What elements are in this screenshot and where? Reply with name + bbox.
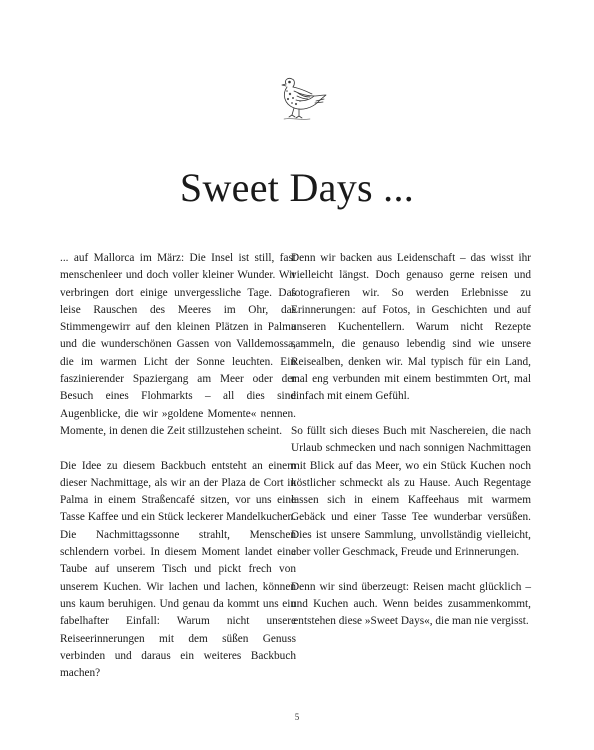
- dove-icon: [268, 74, 328, 124]
- left-column: [60, 250, 296, 682]
- paragraph: Denn wir sind überzeugt: Reisen macht glücklich – und Kuchen auch. Wenn beides zusammenkommt, entstehen diese »Sweet Days«, die man nie vergisst.: [291, 580, 531, 628]
- paragraph: So füllt sich dieses Buch mit Naschereien, die nach Urlaub schmecken und nach sonnigen Nachmittagen mit Blick auf das Meer, wo ein Stück Kuchen noch köstlicher schmeckt als zu Hause. Auch Regentage lassen sich in einem Kaffeehaus mit warmem Gebäck und einer Tasse Tee wunderbar versüßen. Dies ist unsere Sammlung, unvollständig vielleicht, aber voller Geschmack, Freude und Erinnerungen.: [291, 424, 531, 559]
- paragraph: Denn wir backen aus Leidenschaft – das wisst ihr vielleicht längst. Doch genauso gerne reisen und fotografieren wir. So werden Erlebnisse zu Erinnerungen: auf Fotos, in Geschichten und auf unseren Kuchentellern. Warum nicht Rezepte sammeln, die genauso lebendig sind wie unsere Reisealben, denken wir. Mal typisch für ein Land, mal eng verbunden mit einem bestimmten Ort, mal einfach mit einem Gefühl.: [291, 252, 531, 403]
- paragraph: ... auf Mallorca im März: Die Insel ist still, fast menschenleer und doch voller kleiner Wunder. Wir verbringen dort einige unvergessliche Tage. Das leise Rauschen des Meeres im Ohr, das Stimmengewirr auf den kleinen Plätzen in Palma und die wunderschönen Gassen von Valldemossa, die im warmen Licht der Sonne leuchten. Ein faszinierender Spaziergang am Meer oder der Besuch eines Flohmarkts – all dies sind Augenblicke, die wir »goldene Momente« nennen. Momente, in denen die Zeit stillzustehen scheint.: [60, 252, 296, 437]
- page-number: 5: [294, 712, 300, 722]
- right-column: [291, 250, 531, 631]
- page-title: Sweet Days ...: [179, 165, 415, 210]
- paragraph: Die Idee zu diesem Backbuch entsteht an einem dieser Nachmittage, als wir an der Plaza de Cort in Palma in einem Straßencafé sitzen, vor uns eine Tasse Kaffee und ein Stück leckerer Mandelkuchen. Die Nachmittagssonne strahlt, Menschen schlendern vorbei. In diesem Moment landet eine Taube auf unserem Tisch und pickt frech von unserem Kuchen. Wir lachen und lachen, können uns kaum beruhigen. Und genau da kommt uns ein fabelhafter Einfall: Warum nicht unsere Reiseerinnerungen mit dem süßen Genuss verbinden und daraus ein weiteres Backbuch machen?: [60, 459, 296, 680]
